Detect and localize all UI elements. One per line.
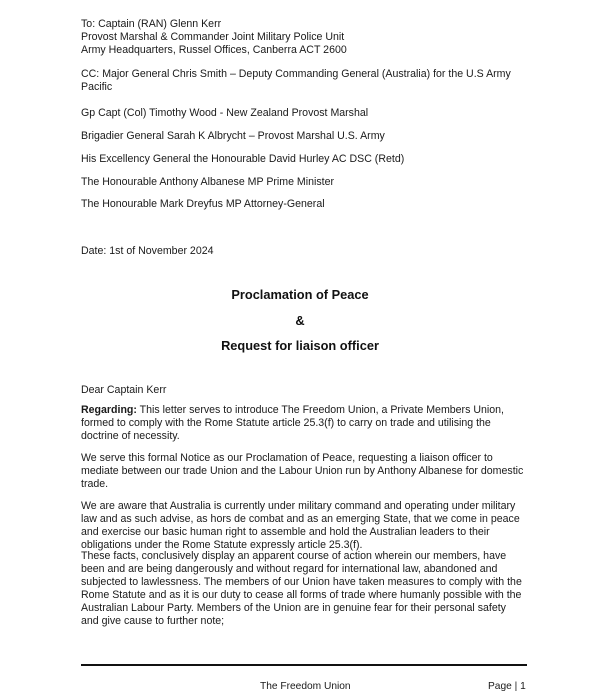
title-ampersand: & — [295, 313, 305, 328]
cc-line-2: Pacific — [81, 81, 113, 93]
paragraph-facts: These facts, conclusively display an apparent course of action wherein our members, have been and are being dangerously and without regard for international law, abandoned and subjected to lawlessness. The members of our Union have taken measures to comply with the Rome Statute and as it is our duty to cease all forms of trade where humanly possible with the Australian Labour Party. Members of the Union are in genuine fear for their personal safety and give cause to further note; — [81, 550, 522, 627]
paragraph-proclamation: We serve this formal Notice as our Proclamation of Peace, requesting a liaison officer to mediate between our trade Union and the Labour Union run by Anthony Albanese for domestic trade. — [81, 452, 524, 490]
paragraph-regarding — [81, 404, 526, 443]
document-subtitle: Request for liaison officer — [221, 338, 379, 353]
regarding-text: This letter serves to introduce The Freedom Union, a Private Members Union, formed to comply with the Rome Statute article 25.3(f) to carry on trade and utilising the doctrine of necessity. — [81, 404, 504, 442]
addressee-block — [81, 18, 521, 57]
to-line: To: Captain (RAN) Glenn Kerr — [81, 18, 222, 30]
recipient-governor-general: His Excellency General the Honourable David Hurley AC DSC (Retd) — [81, 153, 405, 165]
recipient-prime-minister: The Honourable Anthony Albanese MP Prime Minister — [81, 176, 335, 188]
footer-page-number: Page | 1 — [488, 681, 526, 692]
letter-date: Date: 1st of November 2024 — [81, 245, 214, 257]
recipient-us-provost: Brigadier General Sarah K Albrycht – Provost Marshal U.S. Army — [81, 130, 385, 142]
regarding-label: Regarding: — [81, 404, 137, 416]
recipient-nz-provost: Gp Capt (Col) Timothy Wood - New Zealand Provost Marshal — [81, 107, 369, 119]
recipient-attorney-general: The Honourable Mark Dreyfus MP Attorney-General — [81, 198, 325, 210]
cc-block — [81, 68, 531, 94]
footer-organization: The Freedom Union — [260, 681, 351, 692]
to-address-line: Army Headquarters, Russel Offices, Canberra ACT 2600 — [81, 44, 347, 56]
document-title: Proclamation of Peace — [231, 287, 369, 302]
cc-line-1: CC: Major General Chris Smith – Deputy Commanding General (Australia) for the U.S Army — [81, 68, 511, 80]
to-title-line: Provost Marshal & Commander Joint Military Police Unit — [81, 31, 345, 43]
paragraph-military-command: We are aware that Australia is currently under military command and operating under military law and as such advise, as hors de combat and as an emerging State, that we come in peace and exercise our basic human right to assemble and hold the Australian leaders to their obligations under the Rome Statute expressly article 25.3(f). — [81, 500, 520, 551]
footer-divider — [81, 664, 527, 666]
salutation: Dear Captain Kerr — [81, 384, 167, 396]
